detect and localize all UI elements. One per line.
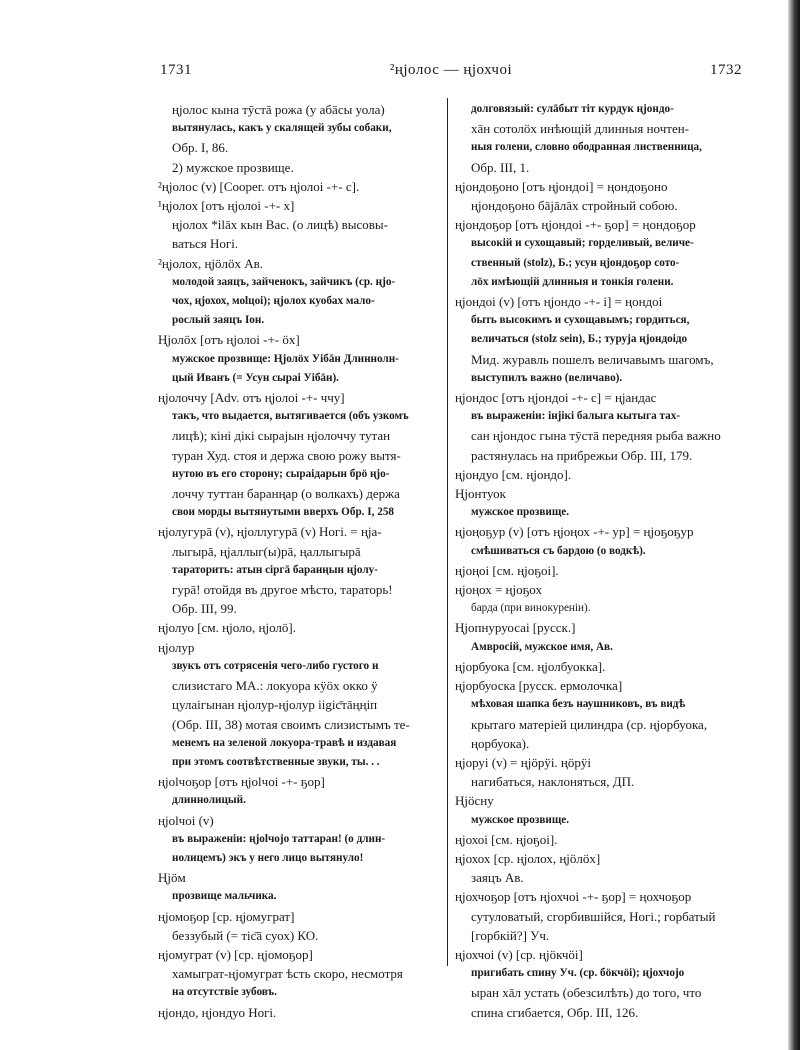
dictionary-definition-line: (Обр. III, 38) мотая своимъ слизистымъ те- [172, 716, 410, 732]
dictionary-definition-line: туран Худ. стоя и держа свою рожу вытя- [172, 447, 401, 463]
dictionary-headword-line: ңјоlчоҕор [отъ ңјоlчоі -+- ҕор] [158, 774, 325, 790]
dictionary-definition-line: мужское прозвище: Ңјолöх Уібāн Длиннолн- [172, 352, 399, 365]
running-title: ²ңјолос — ңјохчоі [389, 62, 513, 78]
page-edge-shadow [788, 0, 800, 1050]
dictionary-headword-line: ңјондоі (v) [отъ ңјондо -+- і] = ңондоі [455, 294, 663, 310]
dictionary-definition-line: сан ңјондос гына тӯстā передняя рыба важно [471, 428, 721, 444]
dictionary-definition-line: менемъ на зеленой локуора-травѣ и издавая [172, 736, 397, 749]
dictionary-definition-line: прозвище мальчика. [172, 890, 277, 903]
dictionary-definition-line: Обр. III, 99. [172, 601, 237, 617]
dictionary-definition-line: беззубый (= тіс̄ā суох) КО. [172, 927, 319, 943]
left-column [158, 100, 445, 1022]
dictionary-definition-line: молодой заяцъ, зайченокъ, зайчикъ (ср. ңјо- [172, 275, 396, 288]
dictionary-definition-line: ваться Ногі. [172, 236, 239, 252]
dictionary-definition-line: нолицемъ) экъ у него лицо вытянуло! [172, 851, 364, 864]
dictionary-definition-line: пригибать спину Уч. (ср. бöкчöі); ңјохчојо [471, 967, 685, 980]
dictionary-headword-line: ңјорбуоска [русск. ермолочка] [455, 678, 623, 694]
dictionary-definition-line: ственный (stolz), Б.; усун ңјондоҕор сото- [471, 256, 680, 269]
dictionary-definition-line: [горбкій?] Уч. [471, 927, 550, 943]
dictionary-definition-line: крытаго матеріей цилиндра (ср. ңјорбуока, [471, 716, 708, 732]
dictionary-definition-line: нагибаться, наклоняться, ДП. [471, 774, 635, 790]
dictionary-definition-line: ңјондоҕоно бājāлāх стройный собою. [471, 198, 678, 214]
dictionary-definition-line: гурā! отойдя въ другое мѣсто, тараторь! [172, 582, 393, 598]
dictionary-definition-line: лицѣ); кіні дікі сырајын ңјолоччу тутан [172, 428, 391, 444]
dictionary-definition-line: свои морды вытянутыми вверхъ Обр. I, 258 [172, 506, 395, 519]
dictionary-headword-line: ²ңјолос (v) [Cooper. отъ ңјолоі -+- с]. [158, 178, 360, 194]
dictionary-definition-line: такъ, что выдается, вытягивается (объ узкомъ [172, 410, 409, 423]
dictionary-headword-line: ңјолоччу [Adv. отъ ңјолоі -+- ччу] [158, 390, 345, 406]
dictionary-definition-line: спина сгибается, Обр. III, 126. [471, 1004, 639, 1020]
dictionary-definition-line: цый Иванъ (= Усун сыраі Уібāн). [172, 371, 339, 384]
page-number-right: 1732 [710, 62, 742, 78]
dictionary-definition-line: рослый заяцъ Іон. [172, 314, 265, 327]
dictionary-headword-line: Ңјöм [158, 870, 186, 886]
column-divider [447, 98, 448, 966]
dictionary-headword-line: ңјолуо [см. ңјоло, ңјолö]. [158, 620, 296, 636]
dictionary-definition-line: нутою въ его сторону; сыраідарын брö ңјо- [172, 467, 390, 480]
dictionary-definition-line: вытянулась, какъ у скалящей зубы собаки, [172, 122, 392, 135]
dictionary-headword-line: Ңјонтуок [455, 486, 506, 502]
dictionary-headword-line: ңјондоҕор [отъ ңјондоі -+- ҕор] = ңондоҕор [455, 217, 696, 233]
dictionary-definition-line: сутуловатый, сгорбившійся, Ногі.; горбатый [471, 908, 716, 924]
dictionary-definition-line: Мид. журавль пошелъ величавымъ шагомъ, [471, 351, 714, 367]
dictionary-definition-line: Обр. III, 1. [471, 159, 530, 175]
dictionary-headword-line: ңјомуграт (v) [ср. ңјомоҕор] [158, 946, 313, 962]
dictionary-definition-line: хамыграт-ңјомуграт ѣсть скоро, несмотря [172, 966, 403, 982]
dictionary-definition-line: въ выраженіи: ңјоlчојо таттаран! (о длин- [172, 832, 386, 845]
dictionary-headword-line: ңјондо, ңјондуо Ногі. [158, 1004, 277, 1020]
dictionary-definition-line: Обр. I, 86. [172, 140, 229, 156]
dictionary-headword-line: ңјолугурā (v), ңјоллугурā (v) Ногі. = ңја- [158, 524, 382, 540]
dictionary-headword-line: ңјоңоі [см. ңјоҕоі]. [455, 562, 559, 578]
dictionary-definition-line: мужское прозвище. [471, 813, 570, 826]
page-number-left: 1731 [160, 62, 192, 78]
dictionary-definition-line: на отсутствіе зубовъ. [172, 986, 277, 999]
dictionary-definition-line: ныя голени, словно ободранная лиственница, [471, 141, 702, 154]
dictionary-headword-line: ңјоlчоі (v) [158, 812, 214, 828]
dictionary-definition-line: лöх имѣющій длинныя и тонкія голени. [471, 275, 674, 288]
dictionary-definition-line: смѣшиваться съ бардою (о водкѣ). [471, 544, 646, 557]
page-header [160, 62, 742, 84]
dictionary-headword-line: ңјолур [158, 639, 195, 655]
dictionary-definition-line: слизистаго МА.: локуора кÿöх окко ÿ [172, 678, 378, 694]
dictionary-definition-line: мужское прозвище. [471, 506, 570, 519]
dictionary-headword-line: ңјохчоі (v) [ср. ңјöкчöі] [455, 946, 583, 962]
dictionary-definition-line: быть высокимъ и сухощавымъ; гордиться, [471, 314, 690, 327]
dictionary-definition-line: барда (при винокуреніи). [471, 602, 591, 615]
dictionary-definition-line: тараторить: атын сіргā баранңын ңјолу- [172, 563, 378, 576]
dictionary-headword-line: ңјорбуока [см. ңјолбуокка]. [455, 658, 606, 674]
dictionary-headword-line: ңјоңох = ңјоҕох [455, 582, 542, 598]
dictionary-headword-line: ңјохох [ср. ңјолох, ңјöлöх] [455, 850, 601, 866]
dictionary-definition-line: Амвросій, мужское имя, Ав. [471, 640, 613, 653]
dictionary-headword-line: ңјондос [отъ ңјондоі -+- с] = ңјандас [455, 390, 657, 406]
dictionary-definition-line: величаться (stolz sein), Б.; туруја ңјондоідо [471, 333, 688, 346]
dictionary-definition-line: ңјолох *ilāх кын Вас. (о лицѣ) высовы- [172, 217, 388, 233]
dictionary-headword-line: Ңјолöх [отъ ңјолоі -+- öх] [158, 332, 300, 348]
dictionary-definition-line: при этомъ соотвѣтственные звуки, ты. . . [172, 755, 380, 768]
dictionary-definition-line: выступилъ важно (величаво). [471, 371, 623, 384]
right-column [455, 100, 744, 1022]
dictionary-definition-line: лоччу туттан баранңар (о волкахъ) держа [172, 486, 400, 502]
dictionary-headword-line: ²ңјолох, ңјöлöх Ав. [158, 255, 264, 271]
dictionary-headword-line: ңјондуо [см. ңјондо]. [455, 466, 572, 482]
dictionary-definition-line: въ выраженіи: інјікі балыга кытыга тах- [471, 410, 681, 423]
dictionary-definition-line: ңјолос кына тӯстā рожа (у абāсы уола) [172, 102, 385, 117]
dictionary-headword-line: ңјохчоҕор [отъ ңјохчоі -+- ҕор] = ңохчоҕор [455, 889, 692, 905]
dictionary-headword-line: ¹ңјолох [отъ ңјолоі -+- х] [158, 198, 295, 214]
dictionary-headword-line: ңјоруі (v) = ңјöрÿі. ңöрÿі [455, 754, 591, 770]
dictionary-definition-line: хāн сотолöх инѣющій длинныя ночтен- [471, 121, 689, 137]
dictionary-definition-line: длиннолицый. [172, 794, 246, 807]
dictionary-headword-line: Ңјопнуруосаі [русск.] [455, 620, 576, 636]
dictionary-definition-line: высокій и сухощавый; горделивый, величе- [471, 237, 694, 250]
dictionary-definition-line: растянулась на прибрежьи Обр. III, 179. [471, 447, 693, 463]
dictionary-headword-line: ңјохоі [см. ңјоҕоі]. [455, 831, 558, 847]
dictionary-definition-line: лыгырā, ңјаллыг(ы)рā, ңаллыгырā [172, 543, 361, 559]
dictionary-definition-line: чох, ңјохох, моlцоі); ңјолох куобах мало- [172, 295, 375, 308]
dictionary-definition-line: цулаігынан ңјолур-ңјолур ііgіс̄тāңңіп [172, 697, 378, 713]
dictionary-definition-line: звукъ отъ сотрясенія чего-либо густого и [172, 659, 379, 672]
dictionary-headword-line: ңјондоҕоно [отъ ңјондоі] = ңондоҕоно [455, 178, 668, 194]
dictionary-headword-line: ңјомоҕор [ср. ңјомуграт] [158, 908, 295, 924]
dictionary-definition-line: 2) мужское прозвище. [172, 159, 294, 175]
dictionary-definition-line: ңорбуока). [471, 735, 530, 751]
dictionary-definition-line: долговязый: сулāбыт тіт курдук ңјондо- [471, 103, 674, 115]
dictionary-headword-line: Ңјöсну [455, 793, 494, 809]
dictionary-definition-line: ыран хāл устать (обезсилѣть) до того, что [471, 985, 702, 1001]
dictionary-definition-line: заяцъ Ав. [471, 870, 524, 886]
dictionary-headword-line: ңјоңоҕур (v) [отъ ңјоңох -+- ур] = ңјоҕоҕур [455, 524, 694, 540]
dictionary-definition-line: мѣховая шапка безъ наушниковъ, въ видѣ [471, 698, 686, 711]
